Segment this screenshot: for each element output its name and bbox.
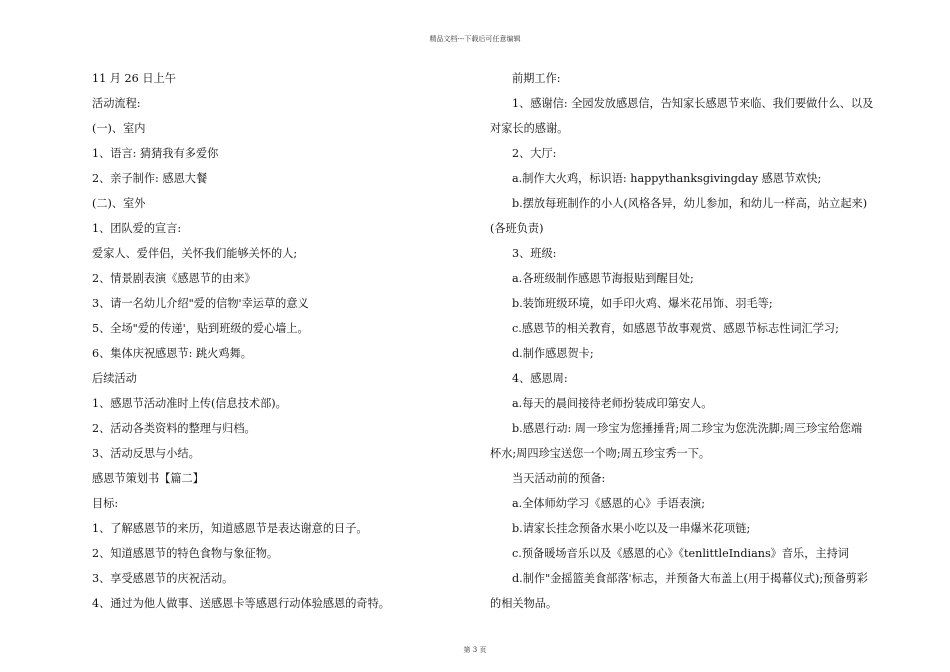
text-line: 3、请一名幼儿介绍"爱的信物'幸运草的意义 xyxy=(92,297,309,310)
text-line: d.制作感恩贺卡; xyxy=(512,347,594,360)
text-line: b.感恩行动: 周一珍宝为您捶捶背;周二珍宝为您洗洗脚;周三珍宝给您端 xyxy=(512,422,863,435)
text-line: c.感恩节的相关教育，如感恩节故事观赏、感恩节标志性词汇学习; xyxy=(512,322,839,335)
text-line: 2、亲子制作: 感恩大餐 xyxy=(92,172,208,185)
text-line: 1、语言: 猜猜我有多爱你 xyxy=(92,147,219,160)
text-line: 3、班级: xyxy=(512,247,557,260)
text-line: 杯水;周四珍宝送您一个吻;周五珍宝秀一下。 xyxy=(490,447,711,460)
text-line: b.摆放每班制作的小人(风格各异，幼儿参加，和幼儿一样高，站立起来) xyxy=(512,197,868,210)
text-line: 爱家人、爱伴侣，关怀我们能够关怀的人; xyxy=(92,247,298,260)
text-line: 的相关物品。 xyxy=(490,597,558,610)
text-line: 11 月 26 日上午 xyxy=(92,72,176,85)
text-line: a.各班级制作感恩节海报贴到醒目处; xyxy=(512,272,694,285)
text-line: 4、通过为他人做事、送感恩卡等感恩行动体验感恩的奇特。 xyxy=(92,597,390,610)
text-line: 目标: xyxy=(92,497,119,510)
text-line: 1、感谢信: 全园发放感恩信，告知家长感恩节来临、我们要做什么、以及 xyxy=(512,97,874,110)
text-line: 6、集体庆祝感恩节: 跳火鸡舞。 xyxy=(92,347,252,360)
text-line: 后续活动 xyxy=(92,372,137,385)
text-line: d.制作"金摇篮美食部落'标志，并预备大布盖上(用于揭幕仪式);预备剪彩 xyxy=(512,572,868,585)
text-line: 1、了解感恩节的来历，知道感恩节是表达谢意的日子。 xyxy=(92,522,368,535)
text-line: a.每天的晨间接待老师扮装成印第安人。 xyxy=(512,397,713,410)
text-line: 1、感恩节活动准时上传(信息技术部)。 xyxy=(92,397,287,410)
text-line: a.制作大火鸡，标识语: happythanksgivingday 感恩节欢快; xyxy=(512,172,822,185)
text-line: 3、享受感恩节的庆祝活动。 xyxy=(92,572,234,585)
text-line: 感恩节策划书【篇二】 xyxy=(92,472,204,485)
left-column xyxy=(92,66,432,616)
text-line: 5、全场"爱的传递'，贴到班级的爱心墙上。 xyxy=(92,322,309,335)
text-line: 3、活动反思与小结。 xyxy=(92,447,200,460)
text-line: 2、活动各类资料的整理与归档。 xyxy=(92,422,256,435)
text-line: 前期工作: xyxy=(512,72,561,85)
text-line: 2、大厅: xyxy=(512,147,557,160)
right-column xyxy=(490,66,885,616)
text-line: 2、情景剧表演《感恩节的由来》 xyxy=(92,272,256,285)
text-line: 2、知道感恩节的特色食物与象征物。 xyxy=(92,547,279,560)
text-line: (各班负责) xyxy=(490,222,544,235)
text-line: 当天活动前的预备: xyxy=(512,472,606,485)
text-line: a.全体师幼学习《感恩的心》手语表演; xyxy=(512,497,705,510)
page-header: 精品文档---下载后可任意编辑 xyxy=(429,35,521,43)
text-line: 活动流程: xyxy=(92,97,141,110)
text-line: 4、感恩周: xyxy=(512,372,568,385)
text-line: 1、团队爱的宣言: xyxy=(92,222,182,235)
page-number: 第 3 页 xyxy=(463,646,487,654)
text-line: b.请家长挂念预备水果小吃以及一串爆米花项链; xyxy=(512,522,751,535)
text-line: 对家长的感谢。 xyxy=(490,122,569,135)
text-line: b.装饰班级环境，如手印火鸡、爆米花吊饰、羽毛等; xyxy=(512,297,773,310)
text-line: c.预备暖场音乐以及《感恩的心》《tenlittleIndians》音乐，主持词 xyxy=(512,547,849,560)
text-line: (一)、室内 xyxy=(92,122,146,135)
text-line: (二)、室外 xyxy=(92,197,146,210)
